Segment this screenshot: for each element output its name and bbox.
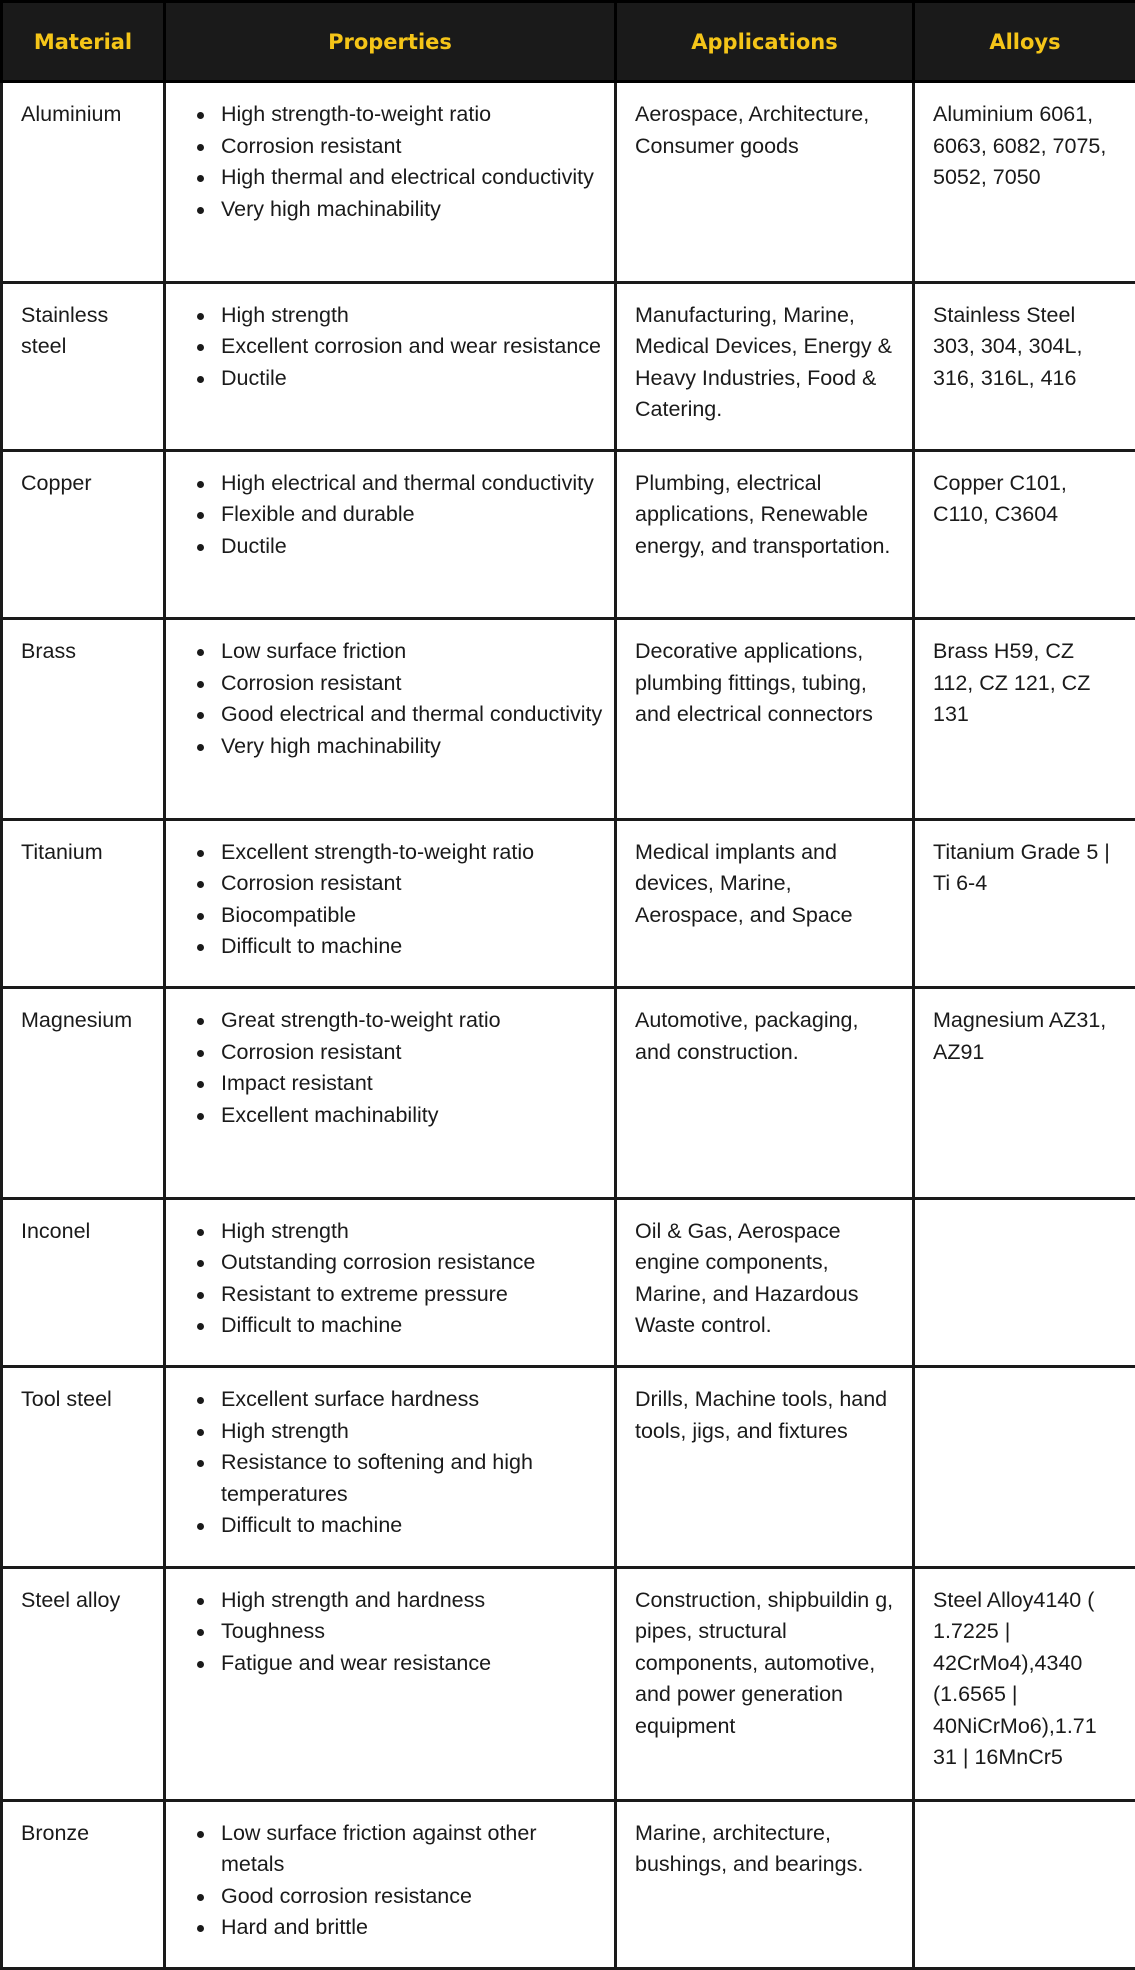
material-name: Bronze: [21, 1820, 90, 1845]
property-item: Corrosion resistant: [221, 668, 604, 700]
applications-cell: [616, 1567, 914, 1800]
alloys-text: Steel Alloy4140 ( 1.7225 | 42CrMo4),4340 (1.6565 | 40NiCrMo6),1.71 31 | 16MnCr5: [933, 1587, 1097, 1770]
material-name: Titanium: [21, 839, 103, 864]
material-cell: [2, 1198, 165, 1366]
alloys-cell: [914, 1198, 1135, 1366]
property-item: High electrical and thermal conductivity: [221, 468, 604, 500]
material-cell: [2, 1367, 165, 1568]
table-row: [2, 1367, 1135, 1568]
alloys-cell: [914, 1367, 1135, 1568]
applications-text: Manufacturing, Marine, Medical Devices, Energy & Heavy Industries, Food & Catering.: [635, 302, 892, 422]
applications-cell: [616, 82, 914, 283]
properties-cell: [165, 282, 616, 450]
header-alloys: Alloys: [914, 2, 1135, 82]
material-name: Copper: [21, 470, 92, 495]
applications-cell: [616, 1367, 914, 1568]
alloys-text: [915, 1200, 1135, 1226]
properties-cell: [165, 450, 616, 618]
property-item: Difficult to machine: [221, 1310, 604, 1342]
material-name: Stainless steel: [21, 302, 109, 359]
property-item: Resistance to softening and high temperatures: [221, 1447, 604, 1510]
material-cell: [2, 1567, 165, 1800]
header-row: [2, 2, 1135, 82]
applications-text: Construction, shipbuildin g, pipes, structural components, automotive, and power generation equipment: [635, 1587, 894, 1738]
properties-cell: [165, 988, 616, 1199]
property-item: Difficult to machine: [221, 931, 604, 963]
properties-cell: [165, 1567, 616, 1800]
table-row: [2, 988, 1135, 1199]
material-name: Aluminium: [21, 102, 122, 126]
property-item: Low surface friction: [221, 636, 604, 668]
property-item: Very high machinability: [221, 731, 604, 763]
alloys-cell: [914, 82, 1135, 283]
property-item: Excellent strength-to-weight ratio: [221, 837, 604, 869]
applications-text: Decorative applications, plumbing fittings, tubing, and electrical connectors: [635, 639, 873, 727]
alloys-cell: [914, 1567, 1135, 1800]
property-item: High strength: [221, 300, 604, 332]
property-item: High strength: [221, 1216, 604, 1248]
alloys-cell: [914, 282, 1135, 450]
alloys-text: Copper C101, C110, C3604: [933, 470, 1067, 527]
properties-list: [166, 821, 614, 973]
property-item: Toughness: [221, 1616, 604, 1648]
material-name: Brass: [21, 639, 76, 664]
properties-cell: [165, 1800, 616, 1969]
applications-text: Drills, Machine tools, hand tools, jigs, and fixtures: [635, 1387, 888, 1443]
applications-cell: [616, 1800, 914, 1969]
properties-list: [166, 1200, 614, 1352]
alloys-text: Titanium Grade 5 | Ti 6-4: [933, 839, 1110, 896]
applications-text: Oil & Gas, Aerospace engine components, Marine, and Hazardous Waste control.: [635, 1218, 859, 1338]
table-row: [2, 1198, 1135, 1366]
material-name: Steel alloy: [21, 1587, 121, 1612]
material-cell: [2, 450, 165, 618]
header-material: Material: [2, 2, 165, 82]
applications-cell: [616, 988, 914, 1199]
property-item: Great strength-to-weight ratio: [221, 1005, 604, 1037]
header-properties: Properties: [165, 2, 616, 82]
property-item: Corrosion resistant: [221, 131, 604, 163]
applications-text: Marine, architecture, bushings, and bearings.: [635, 1820, 864, 1876]
properties-list: [166, 83, 614, 235]
material-cell: [2, 619, 165, 820]
applications-text: Aerospace, Architecture, Consumer goods: [635, 102, 870, 158]
properties-list: [166, 1802, 614, 1954]
alloys-text: Stainless Steel 303, 304, 304L, 316, 316L, 416: [933, 302, 1083, 390]
alloys-text: Brass H59, CZ 112, CZ 121, CZ 131: [933, 639, 1091, 727]
material-cell: [2, 82, 165, 283]
property-item: Impact resistant: [221, 1068, 604, 1100]
property-item: Excellent surface hardness: [221, 1384, 604, 1416]
table-row: [2, 1800, 1135, 1969]
property-item: Hard and brittle: [221, 1912, 604, 1944]
property-item: Low surface friction against other metals: [221, 1818, 604, 1881]
table-row: [2, 1567, 1135, 1800]
property-item: Flexible and durable: [221, 499, 604, 531]
applications-cell: [616, 619, 914, 820]
applications-text: Medical implants and devices, Marine, Aerospace, and Space: [635, 839, 853, 927]
material-name: Inconel: [21, 1218, 91, 1243]
applications-text: Automotive, packaging, and construction.: [635, 1008, 859, 1064]
alloys-cell: [914, 988, 1135, 1199]
properties-list: [166, 1368, 614, 1552]
property-item: Fatigue and wear resistance: [221, 1648, 604, 1680]
alloys-cell: [914, 619, 1135, 820]
property-item: Good electrical and thermal conductivity: [221, 699, 604, 731]
properties-cell: [165, 82, 616, 283]
applications-cell: [616, 450, 914, 618]
properties-list: [166, 620, 614, 772]
applications-cell: [616, 1198, 914, 1366]
applications-cell: [616, 282, 914, 450]
property-item: Outstanding corrosion resistance: [221, 1247, 604, 1279]
applications-text: Plumbing, electrical applications, Renewable energy, and transportation.: [635, 470, 891, 558]
property-item: Corrosion resistant: [221, 1037, 604, 1069]
properties-list: [166, 284, 614, 405]
table-row: [2, 282, 1135, 450]
header-applications: Applications: [616, 2, 914, 82]
table-row: [2, 819, 1135, 987]
property-item: High thermal and electrical conductivity: [221, 162, 604, 194]
alloys-text: [915, 1802, 1135, 1828]
table-row: [2, 450, 1135, 618]
alloys-cell: [914, 450, 1135, 618]
property-item: High strength-to-weight ratio: [221, 99, 604, 131]
property-item: Biocompatible: [221, 900, 604, 932]
material-cell: [2, 1800, 165, 1969]
property-item: Excellent corrosion and wear resistance: [221, 331, 604, 363]
properties-list: [166, 452, 614, 573]
properties-list: [166, 989, 614, 1141]
property-item: Difficult to machine: [221, 1510, 604, 1542]
material-cell: [2, 988, 165, 1199]
property-item: Corrosion resistant: [221, 868, 604, 900]
alloys-text: Magnesium AZ31, AZ91: [933, 1008, 1107, 1064]
material-cell: [2, 819, 165, 987]
properties-cell: [165, 619, 616, 820]
alloys-text: Aluminium 6061, 6063, 6082, 7075, 5052, 7050: [933, 102, 1107, 189]
property-item: Ductile: [221, 363, 604, 395]
material-cell: [2, 282, 165, 450]
applications-cell: [616, 819, 914, 987]
property-item: Excellent machinability: [221, 1100, 604, 1132]
material-name: Magnesium: [21, 1008, 133, 1033]
alloys-cell: [914, 819, 1135, 987]
properties-cell: [165, 1198, 616, 1366]
alloys-cell: [914, 1800, 1135, 1969]
property-item: High strength and hardness: [221, 1585, 604, 1617]
table-row: [2, 619, 1135, 820]
property-item: Ductile: [221, 531, 604, 563]
alloys-text: [915, 1368, 1135, 1394]
property-item: Resistant to extreme pressure: [221, 1279, 604, 1311]
property-item: High strength: [221, 1416, 604, 1448]
properties-cell: [165, 1367, 616, 1568]
table-row: [2, 82, 1135, 283]
property-item: Very high machinability: [221, 194, 604, 226]
properties-list: [166, 1569, 614, 1690]
properties-cell: [165, 819, 616, 987]
material-name: Tool steel: [21, 1387, 112, 1412]
property-item: Good corrosion resistance: [221, 1881, 604, 1913]
